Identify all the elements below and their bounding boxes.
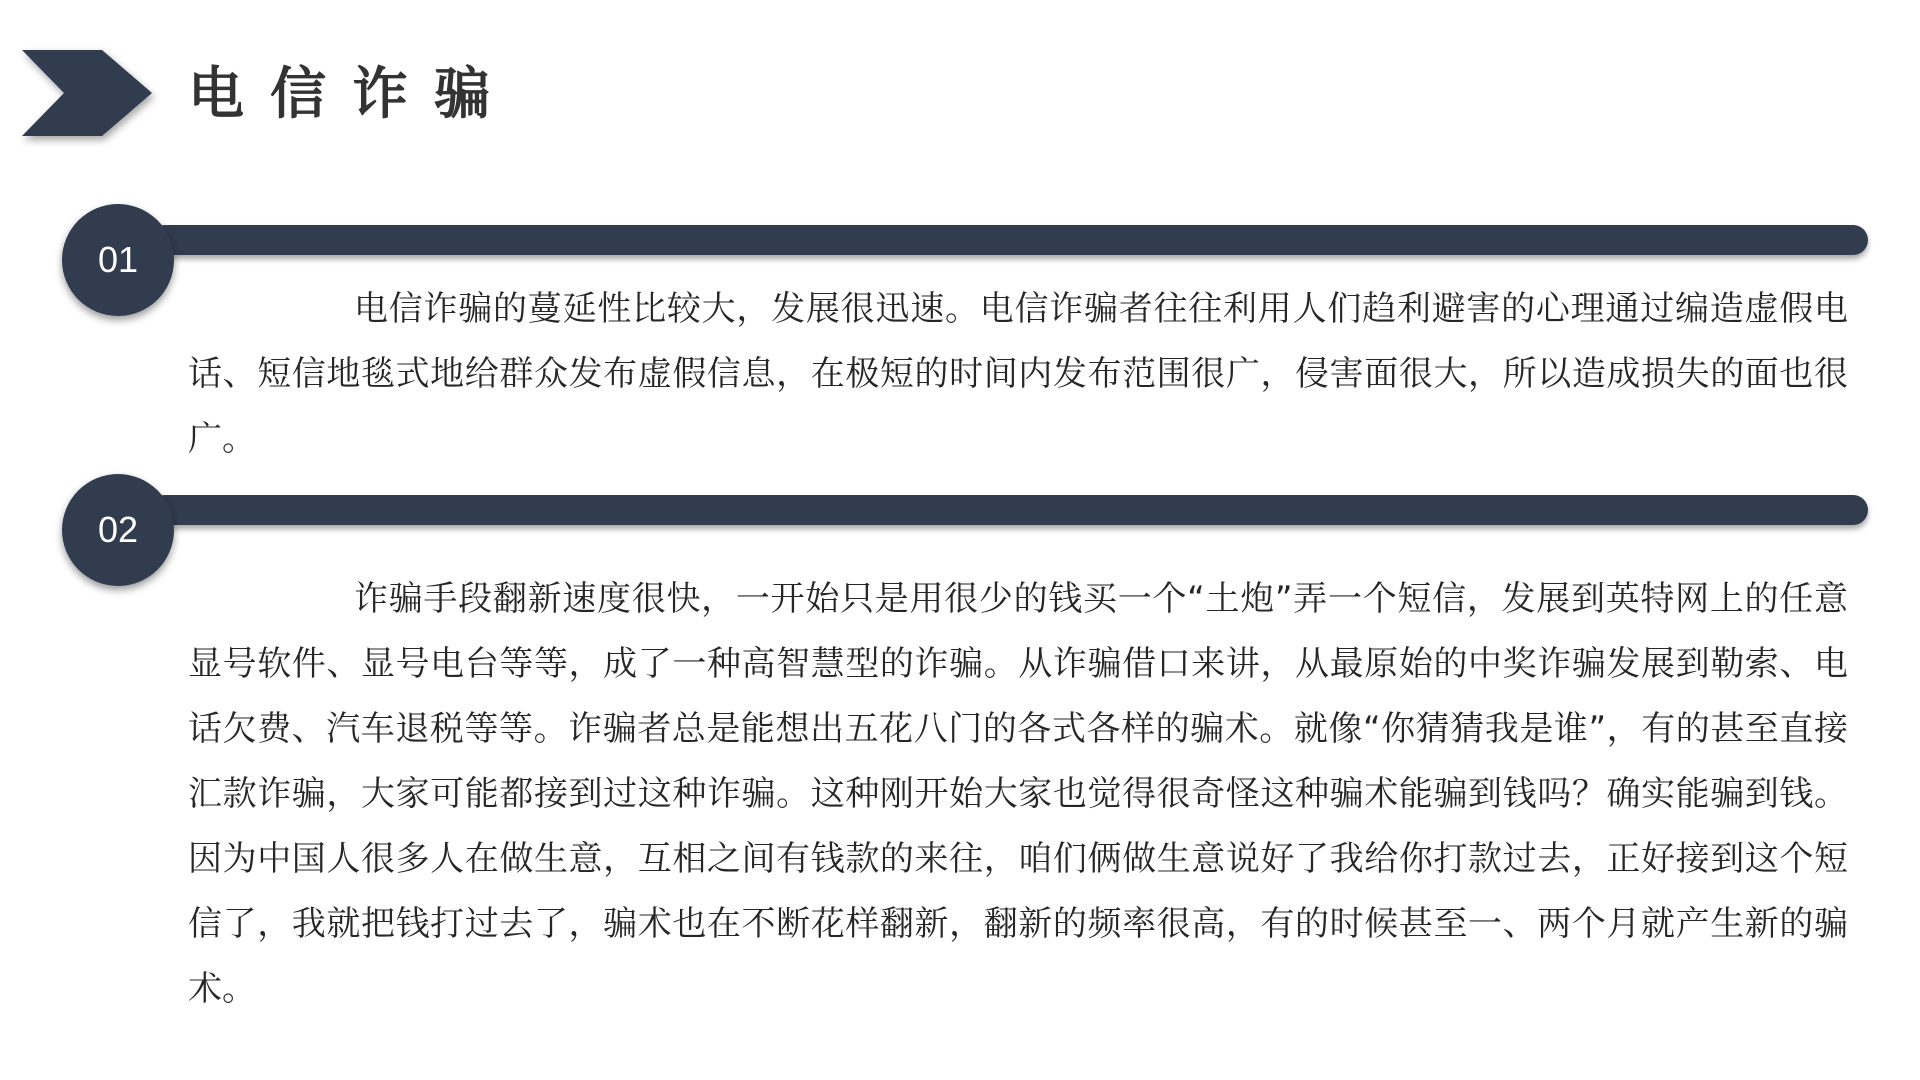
section-number-badge-02: 02: [62, 474, 174, 586]
section-number-badge-01: 01: [62, 204, 174, 316]
section-divider-bar-01: [150, 225, 1868, 255]
section-paragraph-02: 诈骗手段翻新速度很快，一开始只是用很少的钱买一个“土炮”弄一个短信，发展到英特网上的任意显号软件、显号电台等等，成了一种高智慧型的诈骗。从诈骗借口来讲，从最原始的中奖诈骗发展到勒索、电话欠费、汽车退税等等。诈骗者总是能想出五花八门的各式各样的骗术。就像“你猜猜我是谁”，有的甚至直接汇款诈骗，大家可能都接到过这种诈骗。这种刚开始大家也觉得很奇怪这种骗术能骗到钱吗？确实能骗到钱。因为中国人很多人在做生意，互相之间有钱款的来往，咱们俩做生意说好了我给你打款过去，正好接到这个短信了，我就把钱打过去了，骗术也在不断花样翻新，翻新的频率很高，有的时候甚至一、两个月就产生新的骗术。: [188, 579, 1848, 1009]
chevron-right-icon: [22, 50, 152, 136]
section-paragraph-01: 电信诈骗的蔓延性比较大，发展很迅速。电信诈骗者往往利用人们趋利避害的心理通过编造虚假电话、短信地毯式地给群众发布虚假信息，在极短的时间内发布范围很广，侵害面很大，所以造成损失的面也很广。: [188, 289, 1848, 459]
page-title: 电信诈骗: [188, 62, 516, 127]
section-divider-bar-02: [150, 495, 1868, 525]
